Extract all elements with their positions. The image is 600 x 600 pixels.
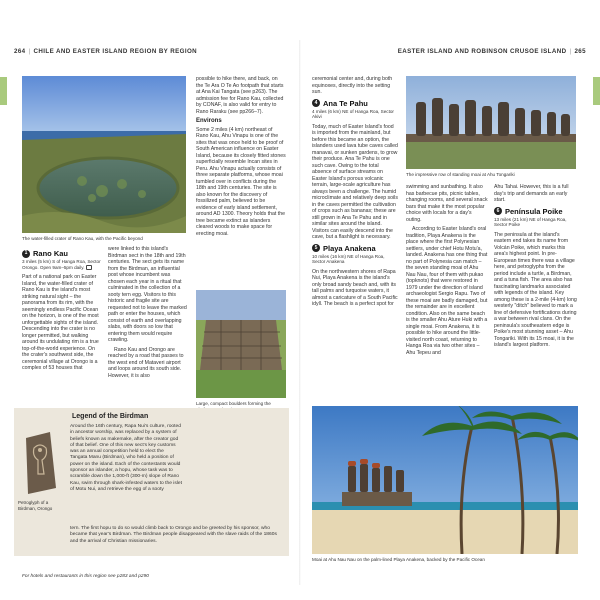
peninsula-poike-section: [494, 184, 578, 352]
right-header-title: EASTER ISLAND AND ROBINSON CRUSOE ISLAND: [397, 48, 567, 55]
ahu-tongariki-photo: [406, 76, 576, 169]
ahu-vinapu-photo: [196, 290, 286, 398]
ahu-vinapu-paragraph: Some 2 miles (4 km) northeast of Rano Kau, Ahu Vinapu is one of the sites that was once held to be proof of South American influence on Easter Island, because its closely fitted stones superficially resemble Incan sites in Peru. Ahu Vinapu actually consists of three separate platforms, whose moai tumbled over in conflicts during the 18th and 19th centuries. The site is also known for the discovery of fossilized palm, believed to be evidence of early island settlement, around AD 1300. Theory holds that the tree became extinct as islanders cleared woods to make space for erecting moai.: [196, 126, 286, 237]
environs-heading: Environs: [196, 118, 222, 124]
camera-icon: [86, 265, 92, 270]
rano-kau-photo: [22, 76, 186, 233]
left-running-header: 264 | CHILE AND EASTER ISLAND REGION BY REGION: [14, 48, 198, 55]
ahu-vinapu-caption: Large, compact boulders forming the: [196, 401, 271, 406]
birdman-heading: Legend of the Birdman: [72, 413, 149, 420]
page-gutter: [299, 40, 301, 585]
playa-anakena-continued: [406, 184, 488, 359]
ana-te-pahu-section: [312, 76, 398, 311]
ana-te-pahu-paragraph: Today, much of Easter Island's food is imported from the mainland, but before this became an option, the islanders used lava tube caves called manavai, or sunken gardens, to grow their produce. Ana Te Pahu is one such cave. Owing to the total absence of surface streams on Easter Island's porous volcanic terrain, large-scale agriculture has always been a challenge. The humid microclimate and relatively deep soils in the caves permitted the cultivation of crops such as bananas; these are still grown in Ana Te Pahu and in similar sites around the island. Visitors can easily descend into the cave, but a flashlight is necessary.: [312, 123, 398, 241]
ahu-tongariki-caption: The impressive row of standing moai at Ahu Tongariki: [406, 172, 515, 177]
ana-te-pahu-heading: 4 Ana Te Pahu: [312, 99, 398, 108]
birdman-image-caption: Petroglyph of a Birdman, Orongo: [18, 500, 53, 511]
playa-anakena-photo: [312, 406, 578, 554]
birdman-feature-box: [14, 408, 289, 556]
playa-anakena-paragraph-3: According to Easter Island's oral tradition, Playa Anakena is the place where the first Polynesian settlers, under chief Hotu Motu'a, landed. Anakena has one thing that no part of Polynesia can match – the seven standing moai of Ahu Nau Nau, four of them with pukao (topknots) that were restored in 1979 under the direction of island archaeologist Sergio Rapu. Two of these moai are badly damaged, but the remainder are in excellent condition. Also on the same beach is the smaller Ahu Ature Huki with a single moai. From Anakena, it is possible to hike around the little-visited north coast, returning to Hanga Roa via two other sites – Ahu Tepeu and: [406, 226, 488, 356]
rano-kau-info: 3 miles (5 km) S of Hanga Roa, Sector Orongo. Open 9am–5pm daily.: [22, 259, 101, 270]
rano-kau-continued: [108, 246, 188, 382]
left-header-title: CHILE AND EASTER ISLAND REGION BY REGION: [33, 48, 198, 55]
environs-section: [196, 76, 286, 240]
right-thumb-tab: [593, 77, 600, 105]
page-footer: For hotels and restaurants in this region see p283 and p290: [22, 574, 149, 579]
playa-anakena-caption: Moai at Ahu Nau Nau on the palm-lined Playa Anakena, backed by the Pacific Ocean: [312, 557, 485, 562]
left-thumb-tab: [0, 77, 7, 105]
rano-kau-paragraph: Part of a national park on Easter Island, the water-filled crater of Rano Kau is the island's most striking natural sight – the panorama from its rim, with the seemingly endless Pacific Ocean on the horizon, is one of the most unforgettable sights of the island. Descending into the crater is no longer permitted, but walking around its undulating rim is a true top-of-the-world experience. On the crater's southwest side, the ceremonial village at Orongo is a complex of 53 houses that: [22, 274, 99, 372]
left-page-number: 264: [14, 48, 26, 55]
right-running-header: EASTER ISLAND AND ROBINSON CRUSOE ISLAND | 265: [397, 48, 586, 55]
playa-anakena-continued-2: Ahu Tahai. However, this is a full day's trip and demands an early start.: [494, 184, 569, 203]
ana-te-pahu-info: 4 miles (6 km) NE of Hanga Roa, Sector Akivi: [312, 108, 394, 120]
right-page-number: 265: [574, 48, 586, 55]
birdman-text-2: tern. The first hopu to do so would climb back to Orongo and be greeted by his sponsor, who became that year's Birdman. The Birdman people disappeared with the slave raids of the 1860s and the arrival of Christian missionaries.: [70, 526, 277, 544]
rano-kau-section: [22, 246, 102, 375]
rano-kau-heading: 1 Rano Kau: [22, 249, 102, 258]
rano-kau-caption: The water-filled crater of Rano Kau, with the Pacific beyond: [22, 236, 143, 241]
birdman-petroglyph-image: [20, 428, 60, 498]
peninsula-poike-heading: 6 Península Poike: [494, 207, 578, 216]
birdman-text-1: Around the 16th century, Rapa Nui's culture, rooted in ancestor worship, was replaced by a system of beliefs known as makemake, after the creator god of that belief. One of this new sect's key customs was an annual competition held to elect the Tangata Manu (Birdman), who held a position of power on the island. Each of the contestants would sponsor an islander, a hopu, whose task was to scramble down the 1,000-ft (300-m) slope of Rano Kau, swim through shark-infested waters to the islet of Motu Nui, and retrieve the egg of a sooty: [70, 424, 182, 492]
ahu-akivi-continued: ceremonial center and, during both equinoxes, directly into the setting sun.: [312, 76, 393, 95]
playa-anakena-info: 10 miles (16 km) NE of Hanga Roa, Sector Anakena: [312, 253, 385, 265]
peninsula-poike-paragraph: The peninsula at the island's eastern end takes its name from Volcán Poike, which marks this area's highest point. In pre-European times there was a village here, and petroglyphs from the period include a turtle, a Birdman, and a tuna fish. The area also has fascinating landmarks associated with legends of the island. Key among these is a 2-mile (4-km) long westerly "ditch" believed to mark a line of defensive fortifications during a war between rival clans. On the peninsula's southeastern edge is Poike's most stunning asset – Ahu Tongariki. With its 15 moai, it is the island's largest platform.: [494, 231, 577, 349]
peninsula-poike-info: 13 miles (21 km) NE of Hanga Roa, Sector Poike: [494, 216, 567, 228]
access-paragraph: possible to hike there, and back, on the Te Ara O Te Ao footpath that starts at Ana Kai Tangata (see p263). The admission fee for Rano Kau, collected by CONAF, is also valid for entry to Rano Raraku (see pp266–7).: [196, 76, 284, 115]
playa-anakena-heading: 5 Playa Anakena: [312, 244, 398, 253]
rano-kau-paragraph-2: were linked to this island's Birdman sect in the 18th and 19th centuries. The sect gets its name from the Birdman, an influential post whose incumbent was chosen each year in a ritual that culminated in the collection of a sooty tern egg. Visitors to this historic and fragile site are requested not to leave the marked path or enter the houses, which consist of earth and overlapping slabs, with doors so low that entering them would require crawling.: [108, 246, 187, 343]
rano-kau-paragraph-3: Rano Kau and Orongo are reached by a road that passes to the west end of Mataveri airport and loops around its south side. However, it is also: [108, 346, 184, 379]
playa-anakena-paragraph-2: swimming and sunbathing. It also has barbecue pits, picnic tables, changing rooms, and several snack bars that make it the most popular choice with locals for a day's outing.: [406, 184, 488, 223]
playa-anakena-paragraph: On the northwestern shores of Rapa Nui, Playa Anakena is the island's only broad sandy beach and, with its tall palms and turquoise waters, it almost a caricature of a South Pacific idyll. The beach is a perfect spot for: [312, 268, 398, 308]
